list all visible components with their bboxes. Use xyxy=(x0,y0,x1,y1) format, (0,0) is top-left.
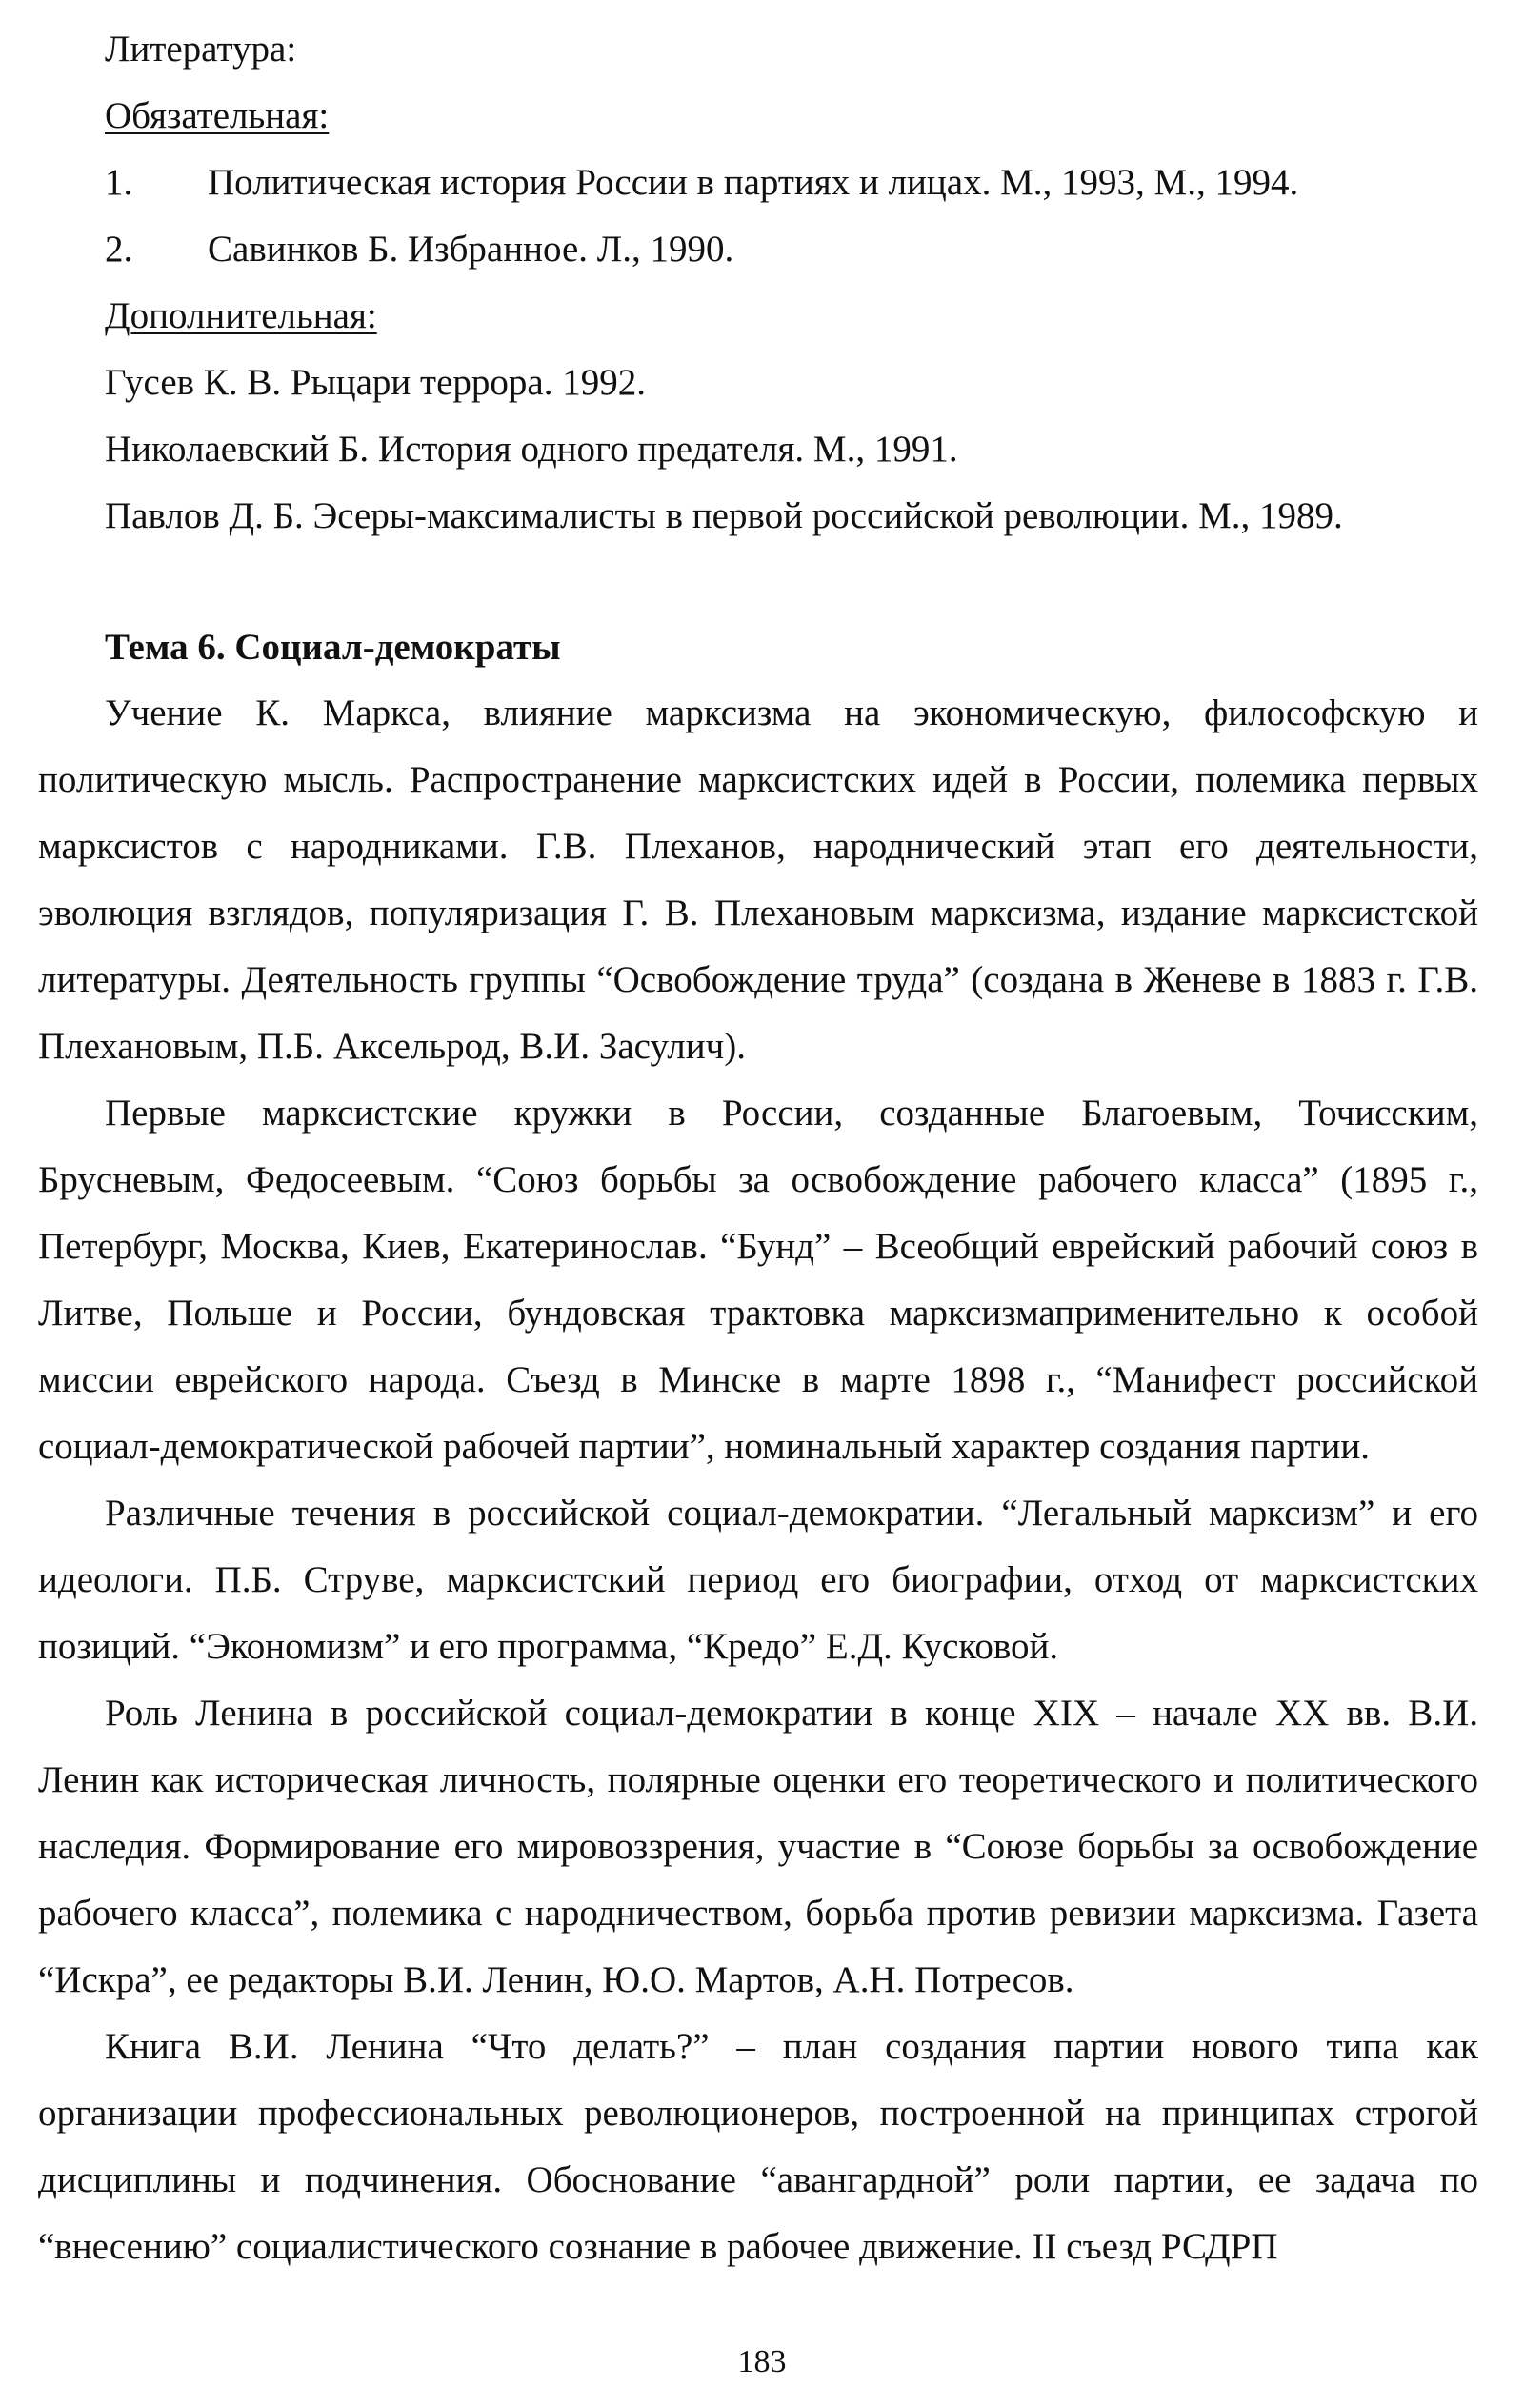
topic-body xyxy=(38,680,1478,2280)
topic-heading: Тема 6. Социал-демократы xyxy=(105,627,561,668)
literature-title: Литература: xyxy=(105,29,297,70)
paragraph: Первые марксистские кружки в России, созданные Благоевым, Точисским, Брусневым, Федосеевым. “Союз борьбы за освобождение рабочего класса” (1895 г., Петербург, Москва, Киев, Екатеринослав. “Бунд” – Всеобщий еврейский рабочий союз в Литве, Польше и России, бундовская трактовка марксизмаприменительно к особой миссии еврейского народа. Съезд в Минске в марте 1898 г., “Манифест российской социал-демократической рабочей партии”, номинальный характер создания партии. xyxy=(38,1093,1478,1467)
additional-label: Дополнительная: xyxy=(105,295,377,336)
required-label: Обязательная: xyxy=(105,95,330,136)
additional-item: Николаевский Б. История одного предателя. М., 1991. xyxy=(105,429,958,470)
paragraph: Различные течения в российской социал-демократии. “Легальный марксизм” и его идеологи. П.Б. Струве, марксистский период его биографии, отход от марксистских позиций. “Экономизм” и его программа, “Кредо” Е.Д. Кусковой. xyxy=(38,1493,1478,1667)
paragraph: Роль Ленина в российской социал-демократии в конце XIX – начале XX вв. В.И. Ленин как историческая личность, полярные оценки его теоретического и политического наследия. Формирование его мировоззрения, участие в “Союзе борьбы за освобождение рабочего класса”, полемика с народничеством, борьба против ревизии марксизма. Газета “Искра”, ее редакторы В.И. Ленин, Ю.О. Мартов, А.Н. Потресов. xyxy=(38,1693,1478,2000)
paragraph: Книга В.И. Ленина “Что делать?” – план создания партии нового типа как организации профессиональных революционеров, построенной на принципах строгой дисциплины и подчинения. Обоснование “авангардной” роли партии, ее задача по “внесению” социалистического сознание в рабочее движение. II съезд РСДРП xyxy=(38,2026,1478,2267)
required-item-number: 1. xyxy=(105,162,133,203)
required-item-text: Политическая история России в партиях и лицах. М., 1993, М., 1994. xyxy=(208,162,1299,203)
additional-item: Гусев К. В. Рыцари террора. 1992. xyxy=(105,362,646,403)
required-item-text: Савинков Б. Избранное. Л., 1990. xyxy=(208,229,734,270)
additional-item: Павлов Д. Б. Эсеры-максималисты в первой российской революции. М., 1989. xyxy=(105,495,1343,536)
page-number: 183 xyxy=(737,2344,787,2379)
required-item-number: 2. xyxy=(105,229,133,270)
paragraph: Учение К. Маркса, влияние марксизма на экономическую, философскую и политическую мысль. Распространение марксистских идей в России, полемика первых марксистов с народниками. Г.В. Плеханов, народнический этап его деятельности, эволюция взглядов, популяризация Г. В. Плехановым марксизма, издание марксистской литературы. Деятельность группы “Освобождение труда” (создана в Женеве в 1883 г. Г.В. Плехановым, П.Б. Аксельрод, В.И. Засулич). xyxy=(38,692,1478,1067)
